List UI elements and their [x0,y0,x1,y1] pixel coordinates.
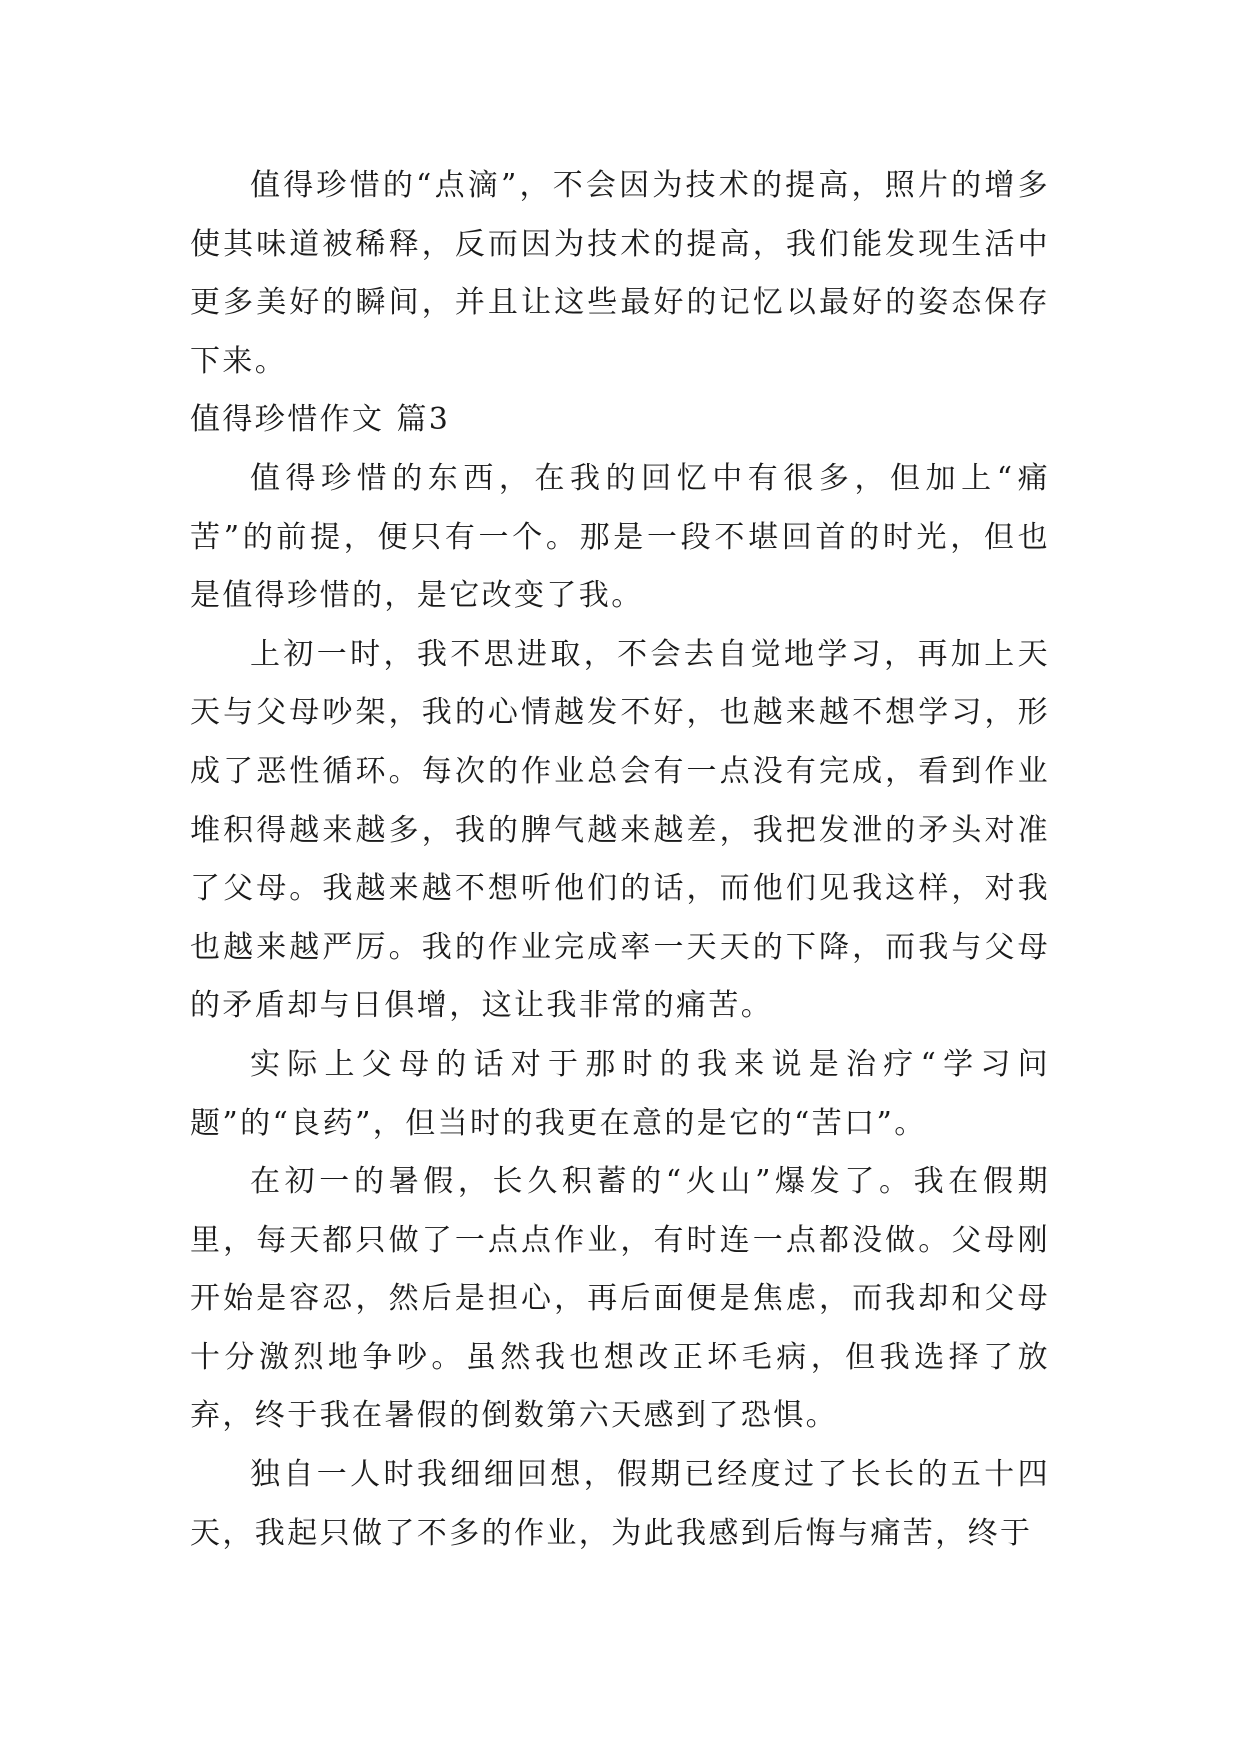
paragraph-6: 独自一人时我细细回想，假期已经度过了长长的五十四天，我起只做了不多的作业，为此我感到后悔与痛苦，终于 [190,1457,1050,1551]
paragraph-2: 值得珍惜的东西，在我的回忆中有很多，但加上“痛苦”的前提，便只有一个。那是一段不堪回首的时光，但也是值得珍惜的，是它改变了我。 [190,460,1050,614]
paragraph-5: 在初一的暑假，长久积蓄的“火山”爆发了。我在假期里，每天都只做了一点点作业，有时连一点都没做。父母刚开始是容忍，然后是担心，再后面便是焦虑，而我却和父母十分激烈地争吵。虽然我也想改正坏毛病，但我选择了放弃，终于我在暑假的倒数第六天感到了恐惧。 [190,1164,1050,1434]
paragraph-1: 值得珍惜的“点滴”，不会因为技术的提高，照片的增多使其味道被稀释，反而因为技术的提高，我们能发现生活中更多美好的瞬间，并且让这些最好的记忆以最好的姿态保存下来。 [190,168,1050,379]
document-body [190,157,1050,1563]
paragraph-4: 实际上父母的话对于那时的我来说是治疗“学习问题”的“良药”，但当时的我更在意的是它的“苦口”。 [190,1046,1050,1141]
section-heading: 值得珍惜作文 篇3 [190,402,451,438]
paragraph-3: 上初一时，我不思进取，不会去自觉地学习，再加上天天与父母吵架，我的心情越发不好，也越来越不想学习，形成了恶性循环。每次的作业总会有一点没有完成，看到作业堆积得越来越多，我的脾气越来越差，我把发泄的矛头对准了父母。我越来越不想听他们的话，而他们见我这样，对我也越来越严厉。我的作业完成率一天天的下降，而我与父母的矛盾却与日俱增，这让我非常的痛苦。 [190,636,1050,1024]
